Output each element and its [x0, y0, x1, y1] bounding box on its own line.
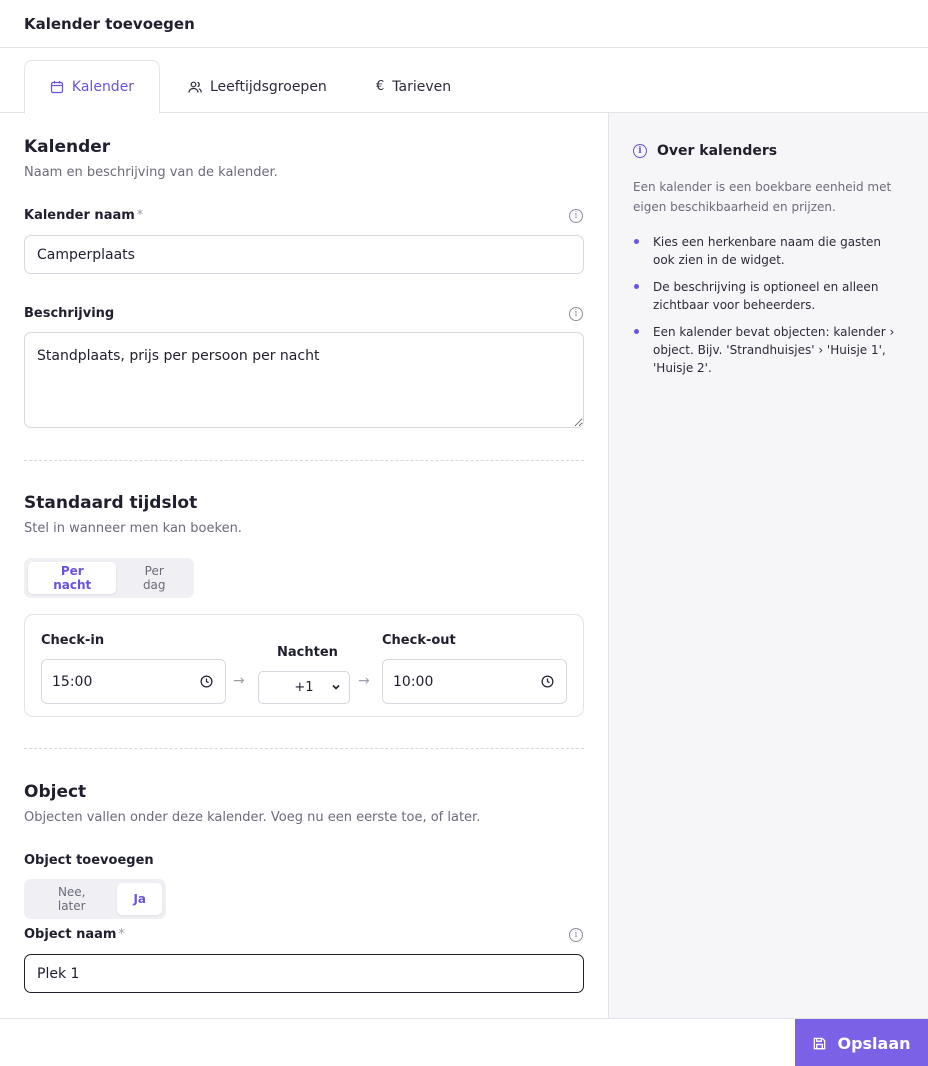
list-item: Kies een herkenbare naam die gasten ook zien in de widget. [633, 233, 904, 269]
tab-tarieven[interactable] [358, 60, 469, 113]
modal-footer [0, 1018, 928, 1066]
mode-per-dag-button[interactable]: Per dag [118, 562, 190, 594]
info-icon[interactable]: i [569, 928, 583, 942]
calendar-icon [50, 80, 64, 94]
object-add-label: Object toevoegen [24, 853, 154, 868]
kalender-section-title: Kalender [24, 137, 111, 157]
help-sidebar [608, 113, 928, 1018]
save-button[interactable] [795, 1019, 928, 1066]
timeslot-section-subtitle: Stel in wanneer men kan boeken. [24, 521, 242, 536]
object-add-later-button[interactable]: Nee, later [28, 883, 115, 915]
info-icon[interactable]: i [569, 209, 583, 223]
booking-mode-toggle [24, 558, 194, 598]
arrow-icon: → [233, 673, 245, 689]
tab-bar [0, 48, 928, 113]
modal-title: Kalender toevoegen [24, 14, 195, 33]
checkout-label: Check-out [382, 633, 456, 648]
modal-header [0, 0, 928, 48]
kalender-section-subtitle: Naam en beschrijving van de kalender. [24, 165, 278, 180]
form-main [0, 113, 608, 1018]
required-mark: * [136, 208, 144, 223]
checkin-time-value: 15:00 [52, 673, 93, 690]
object-name-label-text: Object naam [24, 927, 117, 942]
checkin-label: Check-in [41, 633, 105, 648]
arrow-icon: → [358, 673, 370, 689]
object-section-subtitle: Objecten vallen onder deze kalender. Voeg nu een eerste toe, of later. [24, 810, 481, 825]
clock-icon [541, 675, 554, 688]
description-textarea[interactable] [24, 332, 584, 428]
chevron-down-icon [331, 682, 341, 692]
list-item: Een kalender bevat objecten: kalender › object. Bijv. 'Strandhuisjes' › 'Huisje 1', 'Huisje 2'. [633, 323, 904, 377]
help-title [633, 143, 904, 159]
tab-leeftijdsgroepen-label: Leeftijdsgroepen [210, 78, 327, 95]
checkout-time-input[interactable] [382, 659, 567, 704]
help-tips-list [633, 233, 904, 377]
list-item: De beschrijving is optioneel en alleen zichtbaar voor beheerders. [633, 278, 904, 314]
save-icon [812, 1036, 827, 1051]
description-label: Beschrijving [24, 306, 115, 321]
checkin-time-input[interactable] [41, 659, 226, 704]
timeslot-box [24, 614, 584, 717]
tab-leeftijdsgroepen[interactable] [170, 60, 345, 113]
object-section-title: Object [24, 782, 87, 802]
checkout-time-value: 10:00 [393, 673, 434, 690]
kalender-name-input[interactable] [24, 235, 584, 274]
kalender-name-label-text: Kalender naam [24, 208, 135, 223]
nights-label: Nachten [277, 645, 338, 660]
nights-value: +1 [294, 680, 314, 695]
mode-per-nacht-button[interactable]: Per nacht [28, 562, 116, 594]
nights-select[interactable] [258, 671, 350, 704]
tab-kalender-label: Kalender [71, 79, 135, 95]
kalender-name-label [24, 208, 143, 223]
tab-kalender[interactable] [24, 60, 160, 114]
users-icon [188, 80, 202, 94]
object-add-toggle [24, 879, 166, 919]
help-title-text: Over kalenders [657, 143, 778, 159]
info-icon: i [633, 144, 647, 158]
timeslot-section-title: Standaard tijdslot [24, 493, 198, 513]
object-add-yes-button[interactable]: Ja [117, 883, 162, 915]
required-mark: * [118, 927, 125, 942]
object-name-label [24, 927, 125, 942]
info-icon[interactable]: i [569, 307, 583, 321]
object-name-input[interactable] [24, 954, 584, 993]
help-intro: Een kalender is een boekbare eenheid met eigen beschikbaarheid en prijzen. [633, 180, 892, 214]
clock-icon [200, 675, 213, 688]
save-button-label: Opslaan [837, 1033, 911, 1053]
euro-icon: € [376, 79, 385, 94]
tab-tarieven-label: Tarieven [392, 78, 452, 95]
section-divider [24, 748, 584, 749]
section-divider [24, 460, 584, 461]
